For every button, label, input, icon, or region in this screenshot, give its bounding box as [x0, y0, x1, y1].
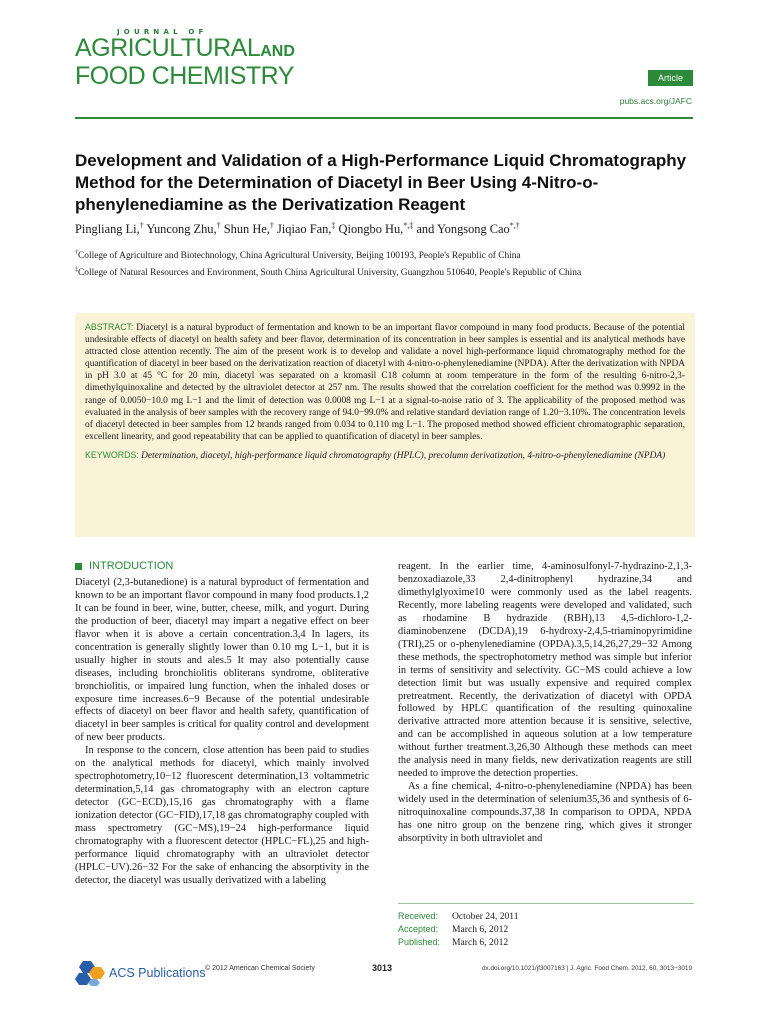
section-square-icon: [75, 563, 82, 570]
paragraph: Diacetyl (2,3-butanedione) is a natural byproduct of fermentation and known to be an important flavor compound in many food products.1,2 It can be found in beer, wine, butter, cheese, milk, and yogurt. During the production of beer, diacetyl may impart a negative effect on beer flavor when it is above a certain concentration.3,4 In lagers, its concentration is generally slightly lower than 0.10 mg L−1, but it is usually higher in stouts and ales.5 It may also potentially cause diseases, including bronchiolitis obliterans syndrome, obliterative bronchiolitis, or impaired lung function, when the inhaled doses or exposure time increases.6−9 Because of the potential undesirable effects of diacetyl on beer flavor and health safety, quantification of diacetyl in beer samples is critical for quality control and development of new beer products.: [75, 576, 369, 744]
paragraph: In response to the concern, close attention has been paid to studies on the analytical methods for diacetyl, which mainly involved spectrophotometry,10−12 fluorescent determination,13 voltammetric determination,5,14 gas chromatography with an electron capture detector (GC−ECD),15,16 gas chromatography with a flame ionization detector (GC−FID),17,18 gas chromatography coupled with mass spectrometry (GC−MS),19−24 high-performance liquid chromatography with a fluorescent detector (HPLC−FL),25 and high-performance liquid chromatography with an ultraviolet detector (HPLC−UV).26−32 For the sake of enhancing the absorptivity in the detector, the diacetyl was usually derivatized with a labeling: [75, 745, 369, 886]
keywords-label: KEYWORDS:: [85, 449, 139, 460]
paragraph: As a fine chemical, 4-nitro-o-phenylenediamine (NPDA) has been widely used in the determination of selenium35,36 and synthesis of 6-nitroquinoxaline compounds.37,38 In comparison to OPDA, NPDA has one nitro group on the benzene ring, which gives it stronger absorptivity in both ultraviolet and: [398, 781, 692, 845]
copyright-notice: © 2012 American Chemical Society: [205, 965, 315, 972]
date-label: Received:: [398, 911, 439, 921]
date-value: March 6, 2012: [452, 937, 509, 948]
journal-url[interactable]: pubs.acs.org/JAFC: [619, 96, 692, 106]
author-mark: †: [269, 220, 274, 230]
journal-name-agricultural: AGRICULTURAL: [75, 34, 261, 62]
header-divider: [75, 117, 693, 119]
body-column-right: [398, 561, 692, 846]
date-label: Published:: [398, 937, 441, 947]
date-value: October 24, 2011: [452, 911, 519, 922]
acs-hexagon-icon: [75, 960, 105, 986]
author[interactable]: [224, 222, 274, 236]
journal-name-and: AND: [260, 43, 295, 60]
author[interactable]: [146, 222, 220, 236]
affiliation-mark: ‡: [75, 266, 79, 273]
abstract: [85, 321, 685, 443]
author-name: Shun He,: [223, 222, 270, 236]
date-accepted: [398, 923, 694, 936]
author-mark: ‡: [331, 220, 336, 230]
journal-name-line2: FOOD CHEMISTRY: [75, 62, 294, 90]
author[interactable]: [339, 222, 414, 236]
abstract-label: ABSTRACT:: [85, 322, 134, 332]
author-name: Jiqiao Fan,: [277, 222, 332, 236]
journal-logo: [75, 28, 375, 88]
journal-name-line1: [75, 36, 375, 64]
affiliation: [75, 267, 695, 279]
affiliation-text: College of Natural Resources and Environment, South China Agricultural University, Guangzhou 510640, People's Republic of China: [78, 268, 582, 278]
journal-word: JOURNAL OF: [117, 28, 208, 36]
paper-title-text: Development and Validation of a High-Performance Liquid Chromatography Method for the Determination of Diacetyl in Beer Using 4-Nitro-o-phenylenediamine as the Derivatization Reagent: [75, 151, 687, 214]
author-mark: †: [139, 220, 144, 230]
keywords-text: Determination, diacetyl, high-performance liquid chromatography (HPLC), precolumn derivatization, 4-nitro-o-phenylenediamine (NPDA): [141, 450, 666, 461]
abstract-text: Diacetyl is a natural byproduct of fermentation and known to be an important flavor compound in many food products. Because of the potential undesirable effects of diacetyl on health safety and beer flavor, determination of its concentration in beer samples is essential and its analytical methods have attracted close attention recently. The aim of the present work is to develop and validate a novel high-performance liquid chromatography method for the quantification of diacetyl in beer based on the derivatization reaction of diacetyl with 4-nitro-o-phenylenediamine (NPDA). After the derivatization with NPDA in pH 3.0 at 45 °C for 20 min, diacetyl was separated on a kromasil C18 column at room temperature in the form of the resulting 6-nitro-2,3-dimethylquinoxaline and detected by the ultraviolet detector at 257 nm. The results showed that the correlation coefficient for the method was 0.9992 in the range of 0.0050−10.0 mg L−1 and the limit of detection was 0.0008 mg L−1 at a signal-to-noise ratio of 3. The applicability of the proposed method was evaluated in the analysis of beer samples with the recovery range of 94.0−99.0% and relative standard deviation range of 1.20−3.10%. The concentration levels of diacetyl detected in beer samples from 12 brands ranged from 0.034 to 0.110 mg L−1. The proposed method showed efficient chromatographic separation, excellent linearity, and good repeatability that can be applied to quantification of diacetyl in beer samples.: [85, 323, 685, 442]
date-value: March 6, 2012: [452, 924, 509, 935]
author-name: and Yongsong Cao: [416, 222, 510, 236]
section-heading-text: INTRODUCTION: [89, 560, 174, 572]
body-column-left: [75, 560, 369, 888]
date-received: [398, 910, 694, 923]
affiliation-text: College of Agriculture and Biotechnology, China Agricultural University, Beijing 100193, People's Republic of China: [78, 251, 521, 261]
article-type-badge: Article: [648, 70, 693, 86]
doi-citation[interactable]: dx.doi.org/10.1021/jf3007163 | J. Agric. Food Chem. 2012, 60, 3013−3019: [481, 965, 692, 972]
affiliation-mark: †: [75, 249, 79, 256]
publication-dates: [398, 903, 694, 949]
paragraph: reagent. In the earlier time, 4-aminosulfonyl-7-hydrazino-2,1,3-benzoxadiazole,33 2,4-dinitrophenyl hydrazine,34 and dimethylglyoxime10 were commonly used as the label reagents. Recently, more labeling reagents were developed and validated, such as rhodamine B hydrazide (RBH),13 4,5-dichloro-1,2-diaminobenzene (DCDA),19 6-hydroxy-2,4,5-triaminopyrimidine (TRI),25 or o-phenylenediamine (OPDA).3,5,14,26,27,29−32 Among these methods, the spectrophotometry method was simple but inferior in terms of sensitivity and selectivity. GC−MS could achieve a low detection limit but was usually expensive and required complex pretreatment. Recently, the derivatization of diacetyl with OPDA followed by HPLC quantification of the resulting quinoxaline derivative attracted more attention because it is sensitive, selective, and can be accomplished in aqueous solution at a low temperature without further treatment.3,26,30 Although these methods can meet the analysis need in many fields, new derivatization reagents are still needed to improve the detection properties.: [398, 561, 692, 780]
abstract-box: [75, 313, 695, 537]
section-heading-introduction: [75, 560, 369, 573]
author-list: [75, 221, 695, 237]
acs-publications-logo[interactable]: [75, 960, 206, 986]
author[interactable]: [416, 222, 519, 236]
publisher-name: ACS Publications: [109, 966, 206, 980]
author-name: Qiongbo Hu,: [338, 222, 404, 236]
date-published: [398, 936, 694, 949]
author-mark: †: [216, 220, 221, 230]
page-number: 3013: [372, 963, 393, 973]
author-mark: *,†: [509, 220, 520, 230]
author-name: Yuncong Zhu,: [146, 222, 217, 236]
affiliation: [75, 250, 695, 262]
author[interactable]: [75, 222, 144, 236]
author-name: Pingliang Li,: [75, 222, 140, 236]
author[interactable]: [277, 222, 335, 236]
keywords: [85, 449, 685, 462]
paper-title: [75, 150, 695, 216]
date-label: Accepted:: [398, 924, 439, 934]
author-mark: *,‡: [403, 220, 414, 230]
